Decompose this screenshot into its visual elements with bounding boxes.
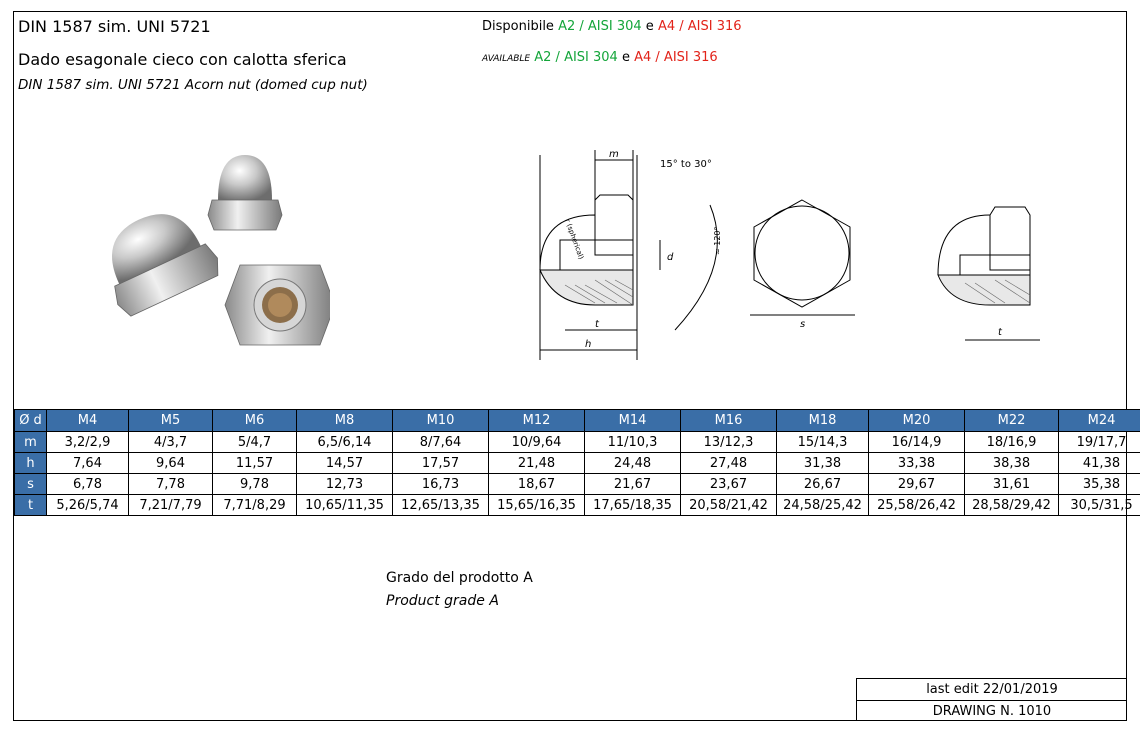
label-angle: 15° to 30°	[660, 159, 712, 170]
header-cell-size: M18	[777, 410, 869, 432]
table-cell: 11/10,3	[585, 432, 681, 453]
header-cell-size: M4	[47, 410, 129, 432]
table-cell: 13/12,3	[681, 432, 777, 453]
table-cell: 11,57	[213, 453, 297, 474]
table-cell: 18/16,9	[965, 432, 1059, 453]
table-cell: 25,58/26,42	[869, 495, 965, 516]
label-angle120: ≈ 120°	[713, 226, 722, 255]
table-cell: 16/14,9	[869, 432, 965, 453]
header-cell-size: M10	[393, 410, 489, 432]
availability-en	[482, 50, 718, 65]
table-cell: 23,67	[681, 474, 777, 495]
table-cell: 21,67	[585, 474, 681, 495]
table-cell: 31,38	[777, 453, 869, 474]
availability-label-en: AVAILABLE	[482, 54, 531, 64]
section-drawing	[525, 145, 755, 360]
table-cell: 7,64	[47, 453, 129, 474]
product-grade-it: Grado del prodotto A	[386, 570, 533, 586]
nut-hex-top	[208, 200, 282, 230]
label-h: h	[585, 339, 592, 350]
header-cell-size: M14	[585, 410, 681, 432]
doc-title: DIN 1587 sim. UNI 5721	[18, 17, 211, 36]
nut-dome-top	[218, 155, 272, 200]
doc-subtitle-it: Dado esagonale cieco con calotta sferica	[18, 50, 347, 69]
table-cell: 38,38	[965, 453, 1059, 474]
table-row	[15, 432, 1140, 453]
row-label: h	[15, 453, 47, 474]
availability-label-it: Disponibile	[482, 19, 554, 34]
table-cell: 12,73	[297, 474, 393, 495]
table-cell: 24,48	[585, 453, 681, 474]
header-cell-size: M24	[1059, 410, 1140, 432]
availability-conj: e	[645, 19, 654, 34]
acorn-nuts-photo	[100, 145, 330, 355]
page-frame	[13, 11, 1127, 721]
table-cell: 29,67	[869, 474, 965, 495]
table-cell: 28,58/29,42	[965, 495, 1059, 516]
table-cell: 16,73	[393, 474, 489, 495]
table-cell: 17,57	[393, 453, 489, 474]
hex-view-drawing	[745, 195, 860, 330]
table-cell: 4/3,7	[129, 432, 213, 453]
table-cell: 33,38	[869, 453, 965, 474]
table-cell: 17,65/18,35	[585, 495, 681, 516]
table-row	[15, 453, 1140, 474]
label-spherical: r (spherical)	[563, 217, 586, 261]
table-cell: 6,5/6,14	[297, 432, 393, 453]
availability-a2: A2 / AISI 304	[558, 19, 642, 34]
dimensions-table	[14, 409, 1140, 516]
row-label: s	[15, 474, 47, 495]
header-cell-size: M16	[681, 410, 777, 432]
availability-a4: A4 / AISI 316	[657, 19, 742, 34]
nut-left	[100, 196, 224, 319]
availability-conj-en: e	[621, 50, 630, 65]
table-cell: 10/9,64	[489, 432, 585, 453]
availability-it	[482, 19, 742, 34]
header-cell-size: M22	[965, 410, 1059, 432]
row-label: t	[15, 495, 47, 516]
table-cell: 21,48	[489, 453, 585, 474]
drawing-number: DRAWING N. 1010	[932, 704, 1052, 719]
table-cell: 14,57	[297, 453, 393, 474]
label-s: s	[800, 319, 806, 330]
side-view-drawing	[930, 195, 1045, 355]
header-cell-size: M20	[869, 410, 965, 432]
header-cell-size: M12	[489, 410, 585, 432]
header-cell-label: Ø d	[15, 410, 47, 432]
table-cell: 24,58/25,42	[777, 495, 869, 516]
table-cell: 3,2/2,9	[47, 432, 129, 453]
label-d: d	[667, 252, 674, 263]
table-header-row	[15, 410, 1140, 432]
label-m: m	[609, 149, 619, 160]
table-cell: 8/7,64	[393, 432, 489, 453]
label-t: t	[595, 319, 599, 330]
title-block	[856, 678, 1127, 721]
table-cell: 27,48	[681, 453, 777, 474]
table-cell: 10,65/11,35	[297, 495, 393, 516]
availability-a4-en: A4 / AISI 316	[634, 50, 718, 65]
table-cell: 9,78	[213, 474, 297, 495]
table-cell: 18,67	[489, 474, 585, 495]
table-cell: 35,38	[1059, 474, 1140, 495]
table-cell: 31,61	[965, 474, 1059, 495]
table-cell: 6,78	[47, 474, 129, 495]
table-row	[15, 495, 1140, 516]
table-cell: 12,65/13,35	[393, 495, 489, 516]
table-cell: 19/17,7	[1059, 432, 1140, 453]
table-cell: 20,58/21,42	[681, 495, 777, 516]
table-cell: 30,5/31,5	[1059, 495, 1140, 516]
label-t-side: t	[998, 327, 1002, 338]
last-edit: last edit 22/01/2019	[857, 679, 1127, 701]
product-grade-en: Product grade A	[386, 593, 499, 609]
table-cell: 7,71/8,29	[213, 495, 297, 516]
table-cell: 26,67	[777, 474, 869, 495]
table-cell: 15,65/16,35	[489, 495, 585, 516]
availability-a2-en: A2 / AISI 304	[534, 50, 618, 65]
nut-front	[225, 265, 330, 345]
header-cell-size: M8	[297, 410, 393, 432]
table-cell: 7,78	[129, 474, 213, 495]
table-cell: 9,64	[129, 453, 213, 474]
header-cell-size: M5	[129, 410, 213, 432]
header-cell-size: M6	[213, 410, 297, 432]
table-row	[15, 474, 1140, 495]
table-cell: 41,38	[1059, 453, 1140, 474]
doc-subtitle-en: DIN 1587 sim. UNI 5721 Acorn nut (domed cup nut)	[18, 77, 368, 93]
row-label: m	[15, 432, 47, 453]
table-cell: 15/14,3	[777, 432, 869, 453]
table-cell: 7,21/7,79	[129, 495, 213, 516]
table-cell: 5,26/5,74	[47, 495, 129, 516]
table-cell: 5/4,7	[213, 432, 297, 453]
